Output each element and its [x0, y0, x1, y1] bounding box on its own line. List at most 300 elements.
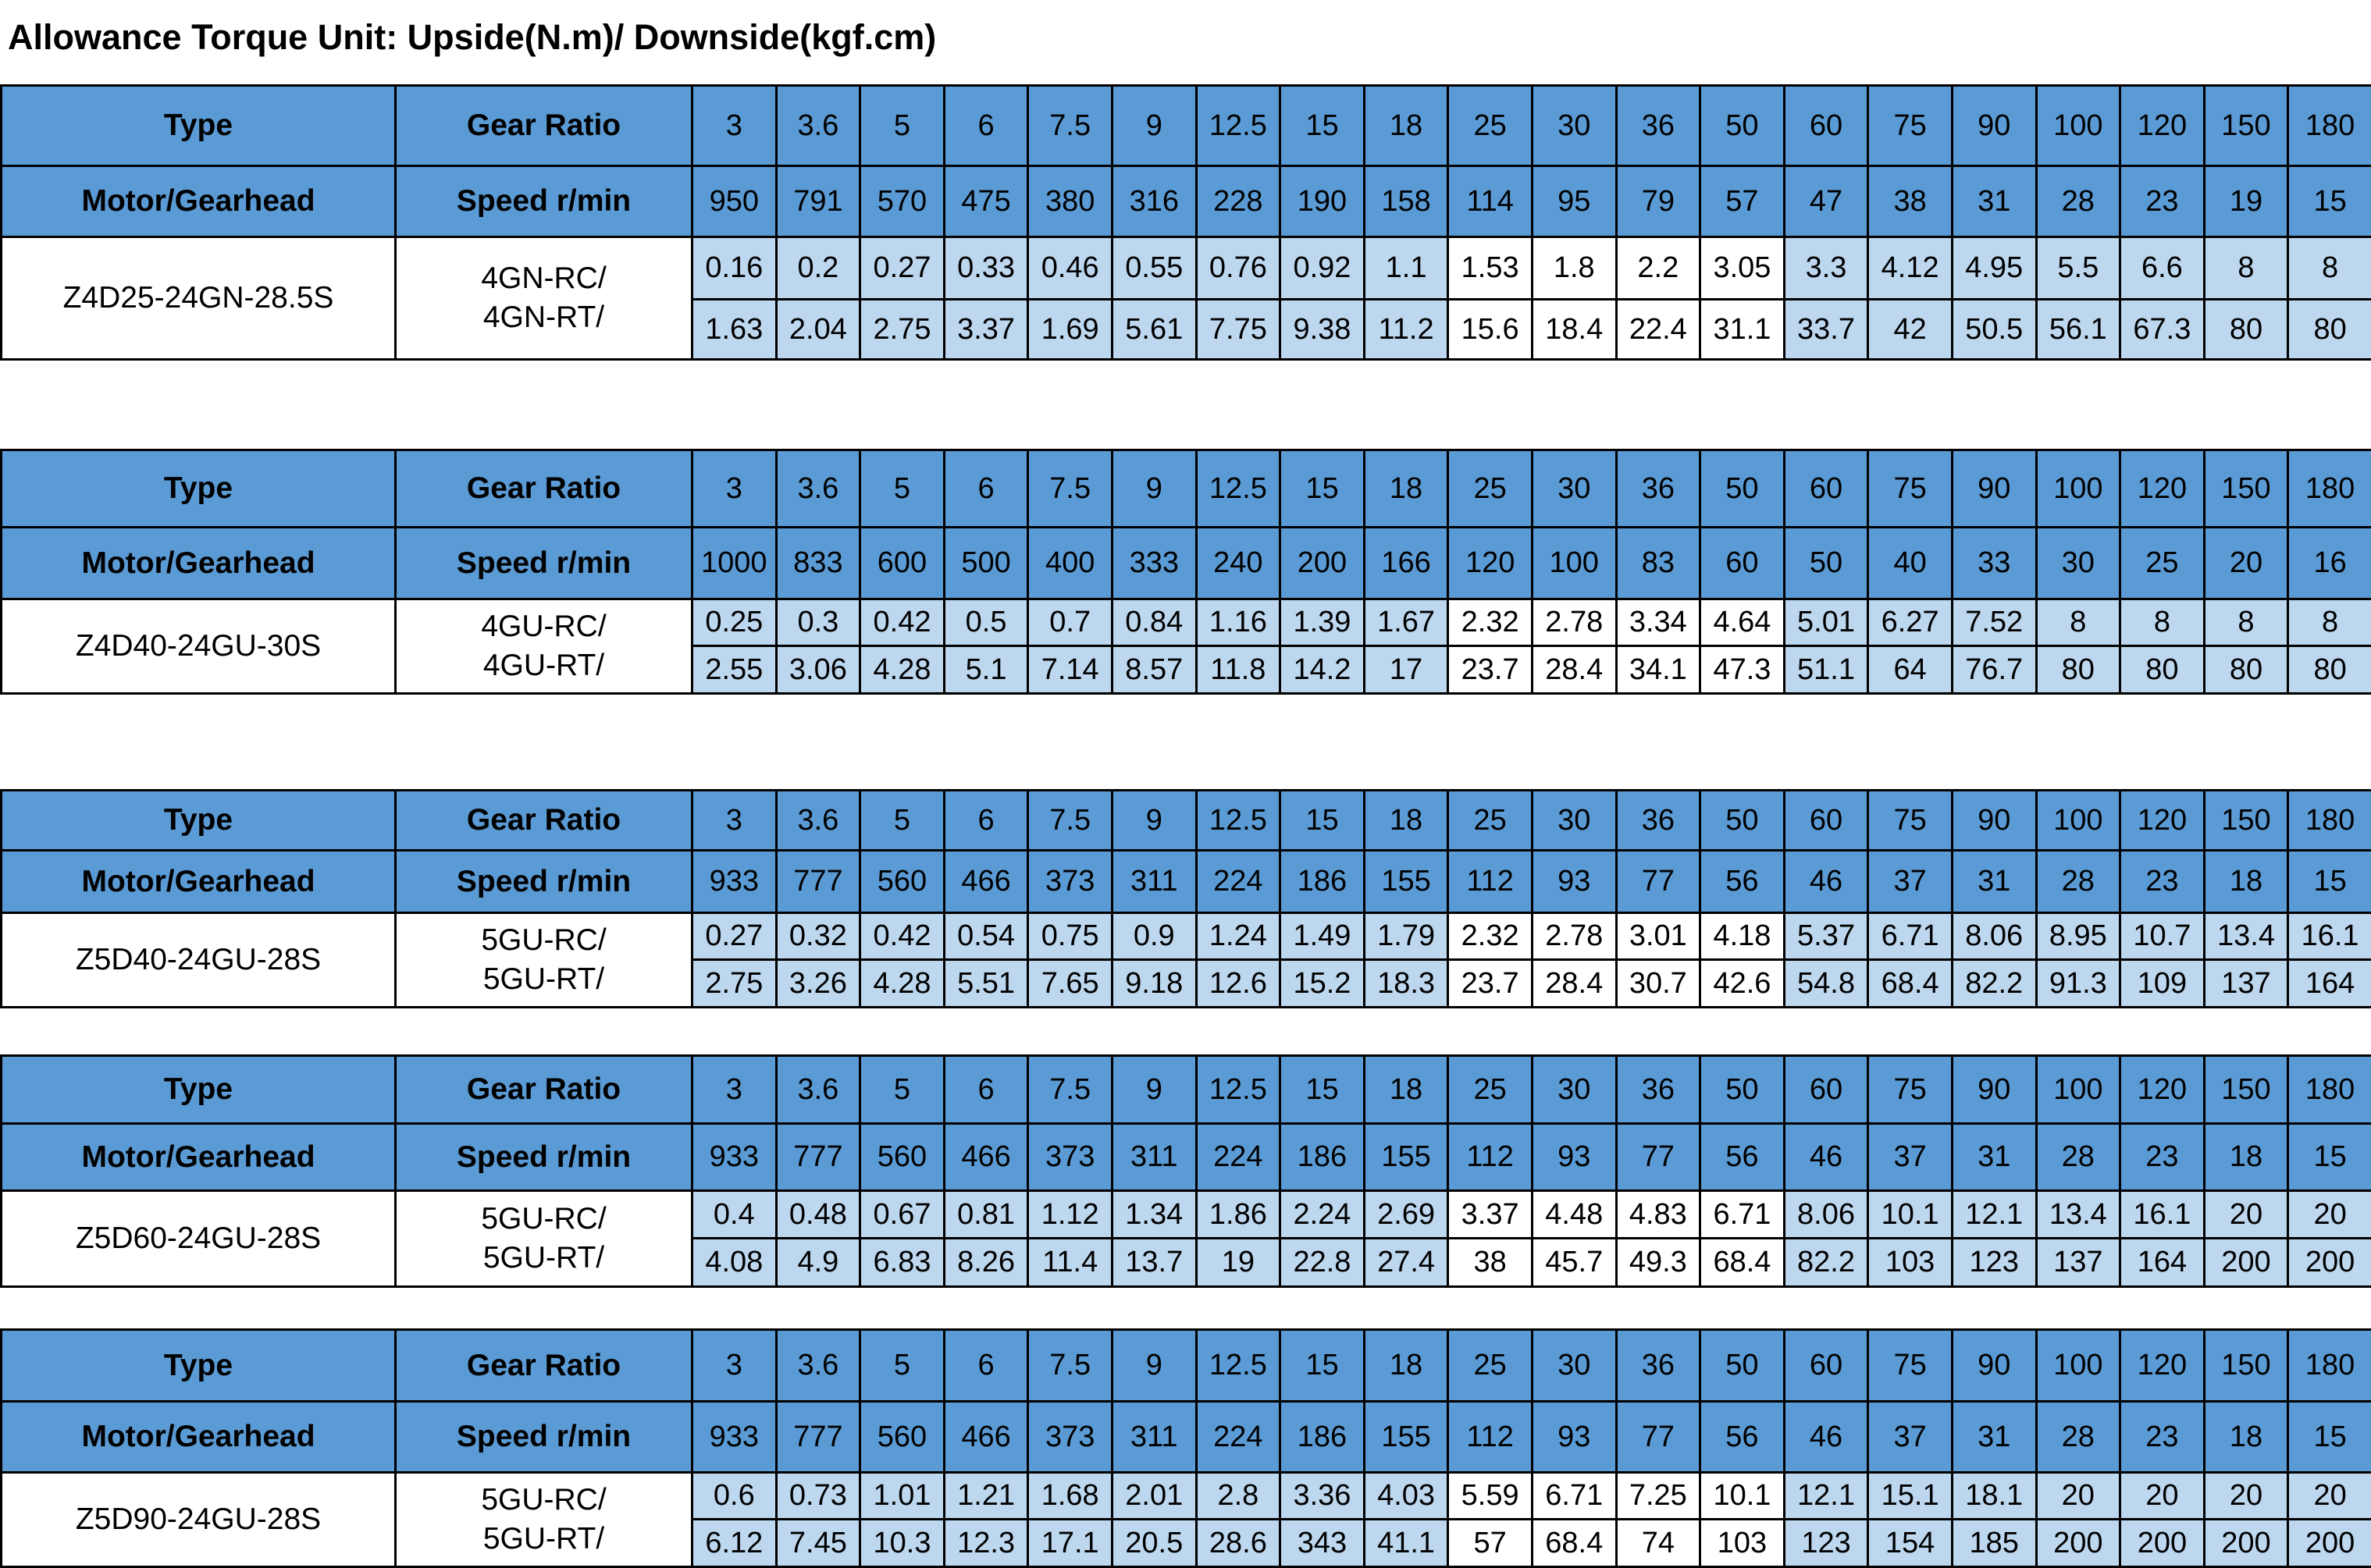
speed-cell: 224	[1196, 851, 1280, 913]
upside-torque-cell: 6.71	[1700, 1191, 1785, 1239]
downside-torque-cell: 45.7	[1532, 1239, 1616, 1287]
downside-torque-cell: 7.65	[1028, 960, 1113, 1008]
upside-torque-cell: 1.39	[1280, 599, 1365, 646]
downside-torque-cell: 343	[1280, 1520, 1365, 1567]
downside-torque-cell: 123	[1784, 1520, 1868, 1567]
downside-torque-cell: 4.08	[692, 1239, 777, 1287]
upside-torque-cell: 20	[2204, 1191, 2288, 1239]
speed-cell: 114	[1448, 166, 1533, 237]
downside-torque-cell: 80	[2204, 646, 2288, 694]
type-header: Type	[2, 1330, 396, 1402]
speed-cell: 560	[860, 851, 945, 913]
upside-torque-cell: 8	[2036, 599, 2120, 646]
upside-torque-cell: 2.2	[1616, 237, 1700, 300]
gear-table	[0, 449, 2371, 695]
upside-torque-cell: 10.7	[2120, 913, 2205, 960]
upside-torque-cell: 4.18	[1700, 913, 1785, 960]
ratio-cell: 25	[1448, 1056, 1533, 1124]
ratio-cell: 100	[2036, 450, 2120, 528]
speed-cell: 20	[2204, 528, 2288, 599]
downside-torque-cell: 80	[2288, 300, 2371, 360]
ratio-cell: 75	[1868, 791, 1953, 851]
ratio-cell: 60	[1784, 450, 1868, 528]
ratio-cell: 36	[1616, 1056, 1700, 1124]
ratio-cell: 100	[2036, 86, 2120, 166]
speed-cell: 37	[1868, 851, 1953, 913]
downside-torque-cell: 82.2	[1784, 1239, 1868, 1287]
speed-cell: 28	[2036, 166, 2120, 237]
downside-torque-cell: 56.1	[2036, 300, 2120, 360]
speed-cell: 240	[1196, 528, 1280, 599]
speed-cell: 120	[1448, 528, 1533, 599]
upside-torque-cell: 8	[2204, 237, 2288, 300]
type-header: Type	[2, 791, 396, 851]
upside-torque-cell: 12.1	[1952, 1191, 2036, 1239]
gearhead-model	[396, 913, 692, 1008]
ratio-cell: 15	[1280, 1330, 1365, 1402]
downside-torque-cell: 200	[2288, 1520, 2371, 1567]
speed-cell: 28	[2036, 1402, 2120, 1473]
speed-cell: 15	[2288, 1124, 2371, 1191]
speed-cell: 158	[1364, 166, 1448, 237]
gear-ratio-header: Gear Ratio	[396, 450, 692, 528]
ratio-cell: 30	[1532, 1056, 1616, 1124]
upside-torque-cell: 5.5	[2036, 237, 2120, 300]
speed-cell: 15	[2288, 851, 2371, 913]
speed-cell: 40	[1868, 528, 1953, 599]
downside-torque-cell: 2.04	[776, 300, 860, 360]
downside-torque-cell: 1.69	[1028, 300, 1113, 360]
downside-torque-cell: 91.3	[2036, 960, 2120, 1008]
ratio-cell: 7.5	[1028, 450, 1113, 528]
ratio-cell: 15	[1280, 86, 1365, 166]
speed-header-row	[2, 851, 2371, 913]
upside-torque-cell: 3.05	[1700, 237, 1785, 300]
speed-cell: 56	[1700, 1124, 1785, 1191]
motor-gearhead-header: Motor/Gearhead	[2, 166, 396, 237]
speed-cell: 15	[2288, 1402, 2371, 1473]
upside-torque-cell: 0.5	[944, 599, 1028, 646]
ratio-cell: 7.5	[1028, 86, 1113, 166]
speed-cell: 560	[860, 1402, 945, 1473]
upside-torque-cell: 0.32	[776, 913, 860, 960]
upside-torque-cell: 6.71	[1532, 1473, 1616, 1520]
downside-torque-cell: 7.45	[776, 1520, 860, 1567]
ratio-cell: 3	[692, 86, 777, 166]
downside-torque-cell: 54.8	[1784, 960, 1868, 1008]
ratio-cell: 36	[1616, 450, 1700, 528]
upside-torque-cell: 18.1	[1952, 1473, 2036, 1520]
upside-torque-cell: 0.92	[1280, 237, 1365, 300]
ratio-cell: 75	[1868, 450, 1953, 528]
downside-torque-cell: 27.4	[1364, 1239, 1448, 1287]
ratio-cell: 120	[2120, 1056, 2205, 1124]
speed-cell: 112	[1448, 1402, 1533, 1473]
gear-table	[0, 789, 2371, 1008]
downside-torque-cell: 22.8	[1280, 1239, 1365, 1287]
upside-torque-cell: 1.34	[1112, 1191, 1196, 1239]
speed-cell: 400	[1028, 528, 1113, 599]
ratio-cell: 180	[2288, 791, 2371, 851]
speed-cell: 316	[1112, 166, 1196, 237]
upside-torque-cell: 1.8	[1532, 237, 1616, 300]
speed-cell: 311	[1112, 851, 1196, 913]
speed-cell: 30	[2036, 528, 2120, 599]
upside-torque-cell: 0.9	[1112, 913, 1196, 960]
speed-cell: 933	[692, 1402, 777, 1473]
upside-torque-cell: 0.42	[860, 913, 945, 960]
gearhead-model-line: 5GU-RT/	[483, 1522, 604, 1556]
downside-torque-cell: 5.61	[1112, 300, 1196, 360]
downside-torque-cell: 31.1	[1700, 300, 1785, 360]
upside-torque-cell: 20	[2288, 1473, 2371, 1520]
speed-cell: 600	[860, 528, 945, 599]
ratio-cell: 120	[2120, 86, 2205, 166]
speed-cell: 373	[1028, 1124, 1113, 1191]
upside-torque-cell: 2.69	[1364, 1191, 1448, 1239]
speed-header-row	[2, 1402, 2371, 1473]
upside-torque-cell: 5.37	[1784, 913, 1868, 960]
upside-torque-cell: 0.75	[1028, 913, 1113, 960]
speed-cell: 777	[776, 851, 860, 913]
upside-torque-cell: 2.32	[1448, 913, 1533, 960]
upside-torque-cell: 0.7	[1028, 599, 1113, 646]
speed-cell: 23	[2120, 851, 2205, 913]
speed-header: Speed r/min	[396, 1402, 692, 1473]
speed-cell: 23	[2120, 166, 2205, 237]
speed-cell: 19	[2204, 166, 2288, 237]
downside-torque-cell: 42	[1868, 300, 1953, 360]
ratio-cell: 3.6	[776, 86, 860, 166]
upside-torque-row	[2, 1473, 2371, 1520]
upside-torque-cell: 20	[2120, 1473, 2205, 1520]
ratio-cell: 120	[2120, 1330, 2205, 1402]
upside-torque-cell: 3.37	[1448, 1191, 1533, 1239]
ratio-cell: 36	[1616, 791, 1700, 851]
motor-gearhead-header: Motor/Gearhead	[2, 851, 396, 913]
downside-torque-cell: 200	[2036, 1520, 2120, 1567]
speed-cell: 95	[1532, 166, 1616, 237]
gearhead-model-line: 4GU-RT/	[483, 649, 604, 682]
upside-torque-row	[2, 599, 2371, 646]
upside-torque-cell: 8	[2288, 599, 2371, 646]
upside-torque-cell: 1.79	[1364, 913, 1448, 960]
ratio-cell: 12.5	[1196, 86, 1280, 166]
speed-cell: 475	[944, 166, 1028, 237]
ratio-cell: 5	[860, 450, 945, 528]
upside-torque-cell: 0.3	[776, 599, 860, 646]
downside-torque-cell: 164	[2288, 960, 2371, 1008]
upside-torque-cell: 8	[2120, 599, 2205, 646]
downside-torque-cell: 28.4	[1532, 646, 1616, 694]
speed-cell: 79	[1616, 166, 1700, 237]
upside-torque-cell: 3.3	[1784, 237, 1868, 300]
ratio-cell: 150	[2204, 86, 2288, 166]
gearhead-model	[396, 237, 692, 360]
upside-torque-cell: 5.59	[1448, 1473, 1533, 1520]
ratio-cell: 12.5	[1196, 450, 1280, 528]
downside-torque-cell: 34.1	[1616, 646, 1700, 694]
speed-header-row	[2, 166, 2371, 237]
downside-torque-cell: 20.5	[1112, 1520, 1196, 1567]
downside-torque-cell: 57	[1448, 1520, 1533, 1567]
downside-torque-cell: 6.83	[860, 1239, 945, 1287]
ratio-cell: 3	[692, 1330, 777, 1402]
ratio-cell: 50	[1700, 86, 1785, 166]
upside-torque-cell: 1.68	[1028, 1473, 1113, 1520]
speed-cell: 15	[2288, 166, 2371, 237]
type-name: Z5D90-24GU-28S	[2, 1473, 396, 1567]
ratio-cell: 75	[1868, 1330, 1953, 1402]
speed-cell: 18	[2204, 1402, 2288, 1473]
upside-torque-cell: 20	[2204, 1473, 2288, 1520]
ratio-cell: 18	[1364, 1056, 1448, 1124]
speed-cell: 155	[1364, 851, 1448, 913]
ratio-cell: 6	[944, 791, 1028, 851]
upside-torque-cell: 0.73	[776, 1473, 860, 1520]
downside-torque-cell: 137	[2036, 1239, 2120, 1287]
downside-torque-cell: 4.9	[776, 1239, 860, 1287]
gearhead-model-line: 5GU-RT/	[483, 962, 604, 996]
ratio-cell: 90	[1952, 86, 2036, 166]
upside-torque-cell: 0.81	[944, 1191, 1028, 1239]
speed-cell: 833	[776, 528, 860, 599]
ratio-cell: 3	[692, 450, 777, 528]
speed-cell: 83	[1616, 528, 1700, 599]
ratio-cell: 6	[944, 86, 1028, 166]
gearhead-model-line: 5GU-RT/	[483, 1241, 604, 1275]
upside-torque-cell: 8.06	[1952, 913, 2036, 960]
downside-torque-cell: 185	[1952, 1520, 2036, 1567]
upside-torque-cell: 0.16	[692, 237, 777, 300]
downside-torque-cell: 103	[1868, 1239, 1953, 1287]
downside-torque-cell: 41.1	[1364, 1520, 1448, 1567]
speed-cell: 500	[944, 528, 1028, 599]
ratio-cell: 50	[1700, 1056, 1785, 1124]
downside-torque-cell: 18.4	[1532, 300, 1616, 360]
downside-torque-cell: 76.7	[1952, 646, 2036, 694]
speed-cell: 333	[1112, 528, 1196, 599]
downside-torque-cell: 74	[1616, 1520, 1700, 1567]
downside-torque-cell: 4.28	[860, 646, 945, 694]
ratio-cell: 9	[1112, 1056, 1196, 1124]
speed-header-row	[2, 528, 2371, 599]
speed-cell: 33	[1952, 528, 2036, 599]
ratio-cell: 180	[2288, 1330, 2371, 1402]
downside-torque-cell: 2.75	[860, 300, 945, 360]
downside-torque-cell: 18.3	[1364, 960, 1448, 1008]
gear-table	[0, 1054, 2371, 1288]
ratio-cell: 9	[1112, 86, 1196, 166]
upside-torque-cell: 1.53	[1448, 237, 1533, 300]
speed-cell: 466	[944, 851, 1028, 913]
upside-torque-cell: 8.06	[1784, 1191, 1868, 1239]
ratio-cell: 120	[2120, 791, 2205, 851]
downside-torque-cell: 200	[2120, 1520, 2205, 1567]
upside-torque-cell: 0.6	[692, 1473, 777, 1520]
speed-cell: 31	[1952, 1402, 2036, 1473]
upside-torque-cell: 3.34	[1616, 599, 1700, 646]
downside-torque-cell: 3.26	[776, 960, 860, 1008]
gear-ratio-header: Gear Ratio	[396, 1330, 692, 1402]
ratio-cell: 150	[2204, 1056, 2288, 1124]
ratio-header-row	[2, 1330, 2371, 1402]
upside-torque-cell: 0.54	[944, 913, 1028, 960]
speed-cell: 77	[1616, 1124, 1700, 1191]
speed-cell: 380	[1028, 166, 1113, 237]
downside-torque-cell: 33.7	[1784, 300, 1868, 360]
ratio-cell: 3	[692, 791, 777, 851]
upside-torque-cell: 4.12	[1868, 237, 1953, 300]
downside-torque-cell: 47.3	[1700, 646, 1785, 694]
downside-torque-cell: 51.1	[1784, 646, 1868, 694]
downside-torque-cell: 38	[1448, 1239, 1533, 1287]
speed-cell: 50	[1784, 528, 1868, 599]
ratio-cell: 5	[860, 1330, 945, 1402]
speed-cell: 16	[2288, 528, 2371, 599]
motor-gearhead-header: Motor/Gearhead	[2, 528, 396, 599]
speed-cell: 23	[2120, 1402, 2205, 1473]
ratio-cell: 15	[1280, 791, 1365, 851]
gearhead-model-line: 5GU-RC/	[481, 1202, 606, 1236]
ratio-cell: 60	[1784, 86, 1868, 166]
speed-cell: 93	[1532, 1124, 1616, 1191]
type-name: Z4D25-24GN-28.5S	[2, 237, 396, 360]
downside-torque-cell: 13.7	[1112, 1239, 1196, 1287]
downside-torque-cell: 164	[2120, 1239, 2205, 1287]
upside-torque-cell: 1.1	[1364, 237, 1448, 300]
upside-torque-cell: 6.6	[2120, 237, 2205, 300]
downside-torque-cell: 12.3	[944, 1520, 1028, 1567]
speed-cell: 18	[2204, 1124, 2288, 1191]
ratio-cell: 6	[944, 1330, 1028, 1402]
gearhead-model-line: 5GU-RC/	[481, 1483, 606, 1516]
speed-cell: 777	[776, 1124, 860, 1191]
upside-torque-cell: 2.78	[1532, 599, 1616, 646]
upside-torque-cell: 10.1	[1700, 1473, 1785, 1520]
ratio-cell: 15	[1280, 450, 1365, 528]
downside-torque-cell: 200	[2204, 1520, 2288, 1567]
gearhead-model-line: 4GN-RC/	[481, 261, 606, 295]
ratio-cell: 100	[2036, 791, 2120, 851]
ratio-cell: 50	[1700, 1330, 1785, 1402]
speed-cell: 228	[1196, 166, 1280, 237]
downside-torque-cell: 23.7	[1448, 960, 1533, 1008]
speed-header: Speed r/min	[396, 166, 692, 237]
speed-cell: 37	[1868, 1124, 1953, 1191]
ratio-cell: 3.6	[776, 1056, 860, 1124]
speed-cell: 166	[1364, 528, 1448, 599]
speed-cell: 570	[860, 166, 945, 237]
speed-header-row	[2, 1124, 2371, 1191]
speed-cell: 25	[2120, 528, 2205, 599]
gearhead-model	[396, 1191, 692, 1287]
speed-cell: 311	[1112, 1402, 1196, 1473]
downside-torque-cell: 23.7	[1448, 646, 1533, 694]
downside-torque-cell: 15.6	[1448, 300, 1533, 360]
ratio-cell: 9	[1112, 1330, 1196, 1402]
ratio-cell: 25	[1448, 1330, 1533, 1402]
speed-cell: 155	[1364, 1124, 1448, 1191]
downside-torque-cell: 4.28	[860, 960, 945, 1008]
speed-cell: 18	[2204, 851, 2288, 913]
speed-header: Speed r/min	[396, 851, 692, 913]
ratio-cell: 25	[1448, 450, 1533, 528]
ratio-cell: 6	[944, 1056, 1028, 1124]
upside-torque-cell: 0.42	[860, 599, 945, 646]
upside-torque-cell: 0.84	[1112, 599, 1196, 646]
ratio-cell: 60	[1784, 791, 1868, 851]
downside-torque-cell: 80	[2036, 646, 2120, 694]
upside-torque-cell: 1.24	[1196, 913, 1280, 960]
ratio-cell: 180	[2288, 86, 2371, 166]
speed-cell: 31	[1952, 851, 2036, 913]
downside-torque-cell: 82.2	[1952, 960, 2036, 1008]
downside-torque-cell: 49.3	[1616, 1239, 1700, 1287]
speed-cell: 1000	[692, 528, 777, 599]
type-name: Z4D40-24GU-30S	[2, 599, 396, 694]
upside-torque-cell: 8	[2204, 599, 2288, 646]
downside-torque-cell: 42.6	[1700, 960, 1785, 1008]
speed-cell: 112	[1448, 851, 1533, 913]
downside-torque-cell: 68.4	[1700, 1239, 1785, 1287]
downside-torque-cell: 10.3	[860, 1520, 945, 1567]
ratio-cell: 180	[2288, 1056, 2371, 1124]
gear-table	[0, 1328, 2371, 1568]
upside-torque-cell: 6.27	[1868, 599, 1953, 646]
speed-cell: 933	[692, 851, 777, 913]
ratio-cell: 12.5	[1196, 1330, 1280, 1402]
downside-torque-cell: 17.1	[1028, 1520, 1113, 1567]
speed-cell: 31	[1952, 166, 2036, 237]
upside-torque-cell: 8	[2288, 237, 2371, 300]
downside-torque-cell: 6.12	[692, 1520, 777, 1567]
ratio-cell: 9	[1112, 791, 1196, 851]
upside-torque-cell: 5.01	[1784, 599, 1868, 646]
speed-cell: 37	[1868, 1402, 1953, 1473]
downside-torque-cell: 3.06	[776, 646, 860, 694]
ratio-cell: 100	[2036, 1056, 2120, 1124]
speed-cell: 311	[1112, 1124, 1196, 1191]
gearhead-model	[396, 1473, 692, 1567]
upside-torque-cell: 16.1	[2120, 1191, 2205, 1239]
ratio-cell: 180	[2288, 450, 2371, 528]
ratio-cell: 15	[1280, 1056, 1365, 1124]
upside-torque-cell: 20	[2036, 1473, 2120, 1520]
speed-header: Speed r/min	[396, 528, 692, 599]
gear-table	[0, 84, 2371, 361]
ratio-cell: 100	[2036, 1330, 2120, 1402]
downside-torque-cell: 9.38	[1280, 300, 1365, 360]
speed-cell: 373	[1028, 1402, 1113, 1473]
ratio-cell: 3	[692, 1056, 777, 1124]
speed-cell: 560	[860, 1124, 945, 1191]
upside-torque-cell: 2.24	[1280, 1191, 1365, 1239]
ratio-cell: 7.5	[1028, 1056, 1113, 1124]
ratio-cell: 150	[2204, 791, 2288, 851]
upside-torque-cell: 0.27	[692, 913, 777, 960]
motor-gearhead-header: Motor/Gearhead	[2, 1402, 396, 1473]
ratio-cell: 12.5	[1196, 791, 1280, 851]
downside-torque-cell: 2.55	[692, 646, 777, 694]
speed-cell: 60	[1700, 528, 1785, 599]
upside-torque-cell: 0.2	[776, 237, 860, 300]
ratio-cell: 7.5	[1028, 791, 1113, 851]
ratio-cell: 5	[860, 86, 945, 166]
downside-torque-cell: 8.57	[1112, 646, 1196, 694]
upside-torque-cell: 2.78	[1532, 913, 1616, 960]
speed-cell: 57	[1700, 166, 1785, 237]
